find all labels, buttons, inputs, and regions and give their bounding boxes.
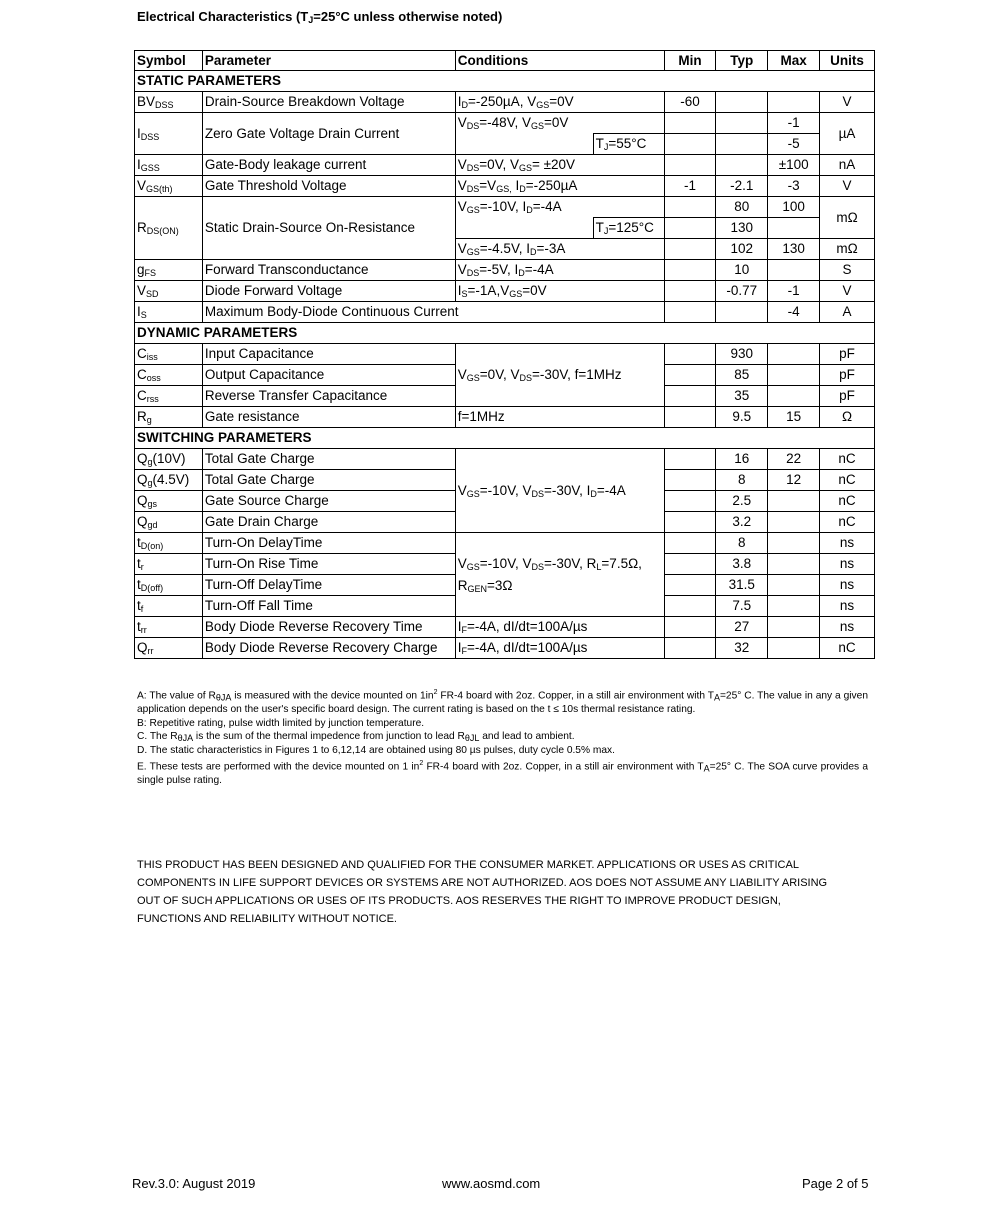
condition-cell: f=1MHz bbox=[455, 407, 664, 428]
condition-cell: $V_{GS}=0V$, $V_{DS}=-30V$, f=1MHz bbox=[455, 344, 664, 407]
symbol-cell: $Q_g(10V)$ bbox=[135, 449, 203, 470]
typ-cell: 8 bbox=[716, 533, 768, 554]
footnote-a: A: The value of $R_{\theta JA}$ is measured with the device mounted on $1in^2$ FR-4 board with 2oz. Copper, in a still air environment with $T_A=25^\circ$ C. The value in any a given application depends on the user's specific board design. The current rating is based on the t ≤ 10s thermal resistance rating. bbox=[137, 689, 868, 715]
typ-cell: 7.5 bbox=[716, 596, 768, 617]
section-row bbox=[135, 428, 875, 449]
max-cell: 12 bbox=[768, 470, 820, 491]
table-row bbox=[135, 617, 875, 638]
website-link[interactable]: www.aosmd.com bbox=[442, 1176, 541, 1191]
min-cell bbox=[664, 638, 716, 659]
max-cell bbox=[768, 596, 820, 617]
typ-cell bbox=[716, 155, 768, 176]
typ-cell: 32 bbox=[716, 638, 768, 659]
min-cell bbox=[664, 512, 716, 533]
symbol-cell: $Q_{gd}$ bbox=[135, 512, 203, 533]
typ-cell: 35 bbox=[716, 386, 768, 407]
parameter-cell: Forward Transconductance bbox=[202, 260, 455, 281]
table-row bbox=[135, 113, 875, 134]
parameter-cell: Gate Drain Charge bbox=[202, 512, 455, 533]
max-cell: 22 bbox=[768, 449, 820, 470]
max-cell: -1 bbox=[768, 281, 820, 302]
parameter-cell: Reverse Transfer Capacitance bbox=[202, 386, 455, 407]
header-parameter: Parameter bbox=[202, 51, 455, 71]
symbol-cell: $Q_{rr}$ bbox=[135, 638, 203, 659]
units-cell: nC bbox=[820, 470, 875, 491]
parameter-cell: Turn-Off Fall Time bbox=[202, 596, 455, 617]
symbol-cell: $C_{iss}$ bbox=[135, 344, 203, 365]
units-cell: pF bbox=[820, 365, 875, 386]
table-row bbox=[135, 407, 875, 428]
footnote-e: E. These tests are performed with the device mounted on 1 $in^2$ FR-4 board with 2oz. Copper, in a still air environment with $T_A=25^\circ$ C. The SOA curve provides a single pulse rating. bbox=[137, 760, 869, 787]
condition-cell: $V_{DS}=-48V$, $V_{GS}=0V$ bbox=[455, 113, 664, 134]
parameter-cell: Gate Threshold Voltage bbox=[202, 176, 455, 197]
disclaimer-line: THIS PRODUCT HAS BEEN DESIGNED AND QUALIFIED FOR THE CONSUMER MARKET. APPLICATIONS OR USES AS CRITICAL bbox=[137, 859, 799, 871]
temperature-condition-cell: $T_J=125^\circ C$ bbox=[593, 218, 664, 239]
units-cell: V bbox=[820, 92, 875, 113]
condition-cell bbox=[455, 218, 593, 239]
min-cell bbox=[664, 281, 716, 302]
typ-cell: 930 bbox=[716, 344, 768, 365]
typ-cell: 10 bbox=[716, 260, 768, 281]
condition-cell: $V_{GS}=-4.5V$, $I_D=-3A$ bbox=[455, 239, 664, 260]
units-cell: S bbox=[820, 260, 875, 281]
section-row bbox=[135, 323, 875, 344]
condition-cell: $I_S=-1A,V_{GS}=0V$ bbox=[455, 281, 664, 302]
units-cell: nC bbox=[820, 638, 875, 659]
table-row bbox=[135, 92, 875, 113]
typ-cell bbox=[716, 92, 768, 113]
typ-cell: 27 bbox=[716, 617, 768, 638]
typ-cell: -2.1 bbox=[716, 176, 768, 197]
parameter-cell: Body Diode Reverse Recovery Charge bbox=[202, 638, 455, 659]
min-cell bbox=[664, 449, 716, 470]
units-cell: V bbox=[820, 176, 875, 197]
page-title: Electrical Characteristics ($T_J=25^\circ C$ unless otherwise noted) bbox=[137, 9, 503, 25]
units-cell: nC bbox=[820, 512, 875, 533]
condition-cell: $I_F=-4A$, dI/dt=100A/µs bbox=[455, 638, 664, 659]
section-switching: SWITCHING PARAMETERS bbox=[135, 428, 875, 449]
max-cell bbox=[768, 92, 820, 113]
units-cell: ns bbox=[820, 575, 875, 596]
max-cell bbox=[768, 491, 820, 512]
condition-cell: $V_{GS}=-10V$, $V_{DS}=-30V$, $R_L=7.5\Omega$, $R_{GEN}=3\Omega$ bbox=[455, 533, 664, 617]
min-cell: -1 bbox=[664, 176, 716, 197]
condition-cell: $V_{GS}=-10V$, $V_{DS}=-30V$, $I_D=-4A$ bbox=[455, 449, 664, 533]
parameter-cell: Drain-Source Breakdown Voltage bbox=[202, 92, 455, 113]
typ-cell: 8 bbox=[716, 470, 768, 491]
max-cell: -1 bbox=[768, 113, 820, 134]
typ-cell: 130 bbox=[716, 218, 768, 239]
units-cell: nA bbox=[820, 155, 875, 176]
symbol-cell: $g_{FS}$ bbox=[135, 260, 203, 281]
header-min: Min bbox=[664, 51, 716, 71]
typ-cell: 80 bbox=[716, 197, 768, 218]
typ-cell: 102 bbox=[716, 239, 768, 260]
header-units: Units bbox=[820, 51, 875, 71]
parameter-cell: Turn-On Rise Time bbox=[202, 554, 455, 575]
table-row bbox=[135, 260, 875, 281]
table-row bbox=[135, 533, 875, 554]
symbol-cell: $V_{SD}$ bbox=[135, 281, 203, 302]
symbol-cell: $Q_{gs}$ bbox=[135, 491, 203, 512]
units-cell: nC bbox=[820, 491, 875, 512]
typ-cell bbox=[716, 302, 768, 323]
typ-cell: 3.8 bbox=[716, 554, 768, 575]
typ-cell: 9.5 bbox=[716, 407, 768, 428]
max-cell bbox=[768, 344, 820, 365]
max-cell bbox=[768, 218, 820, 239]
max-cell: -4 bbox=[768, 302, 820, 323]
symbol-cell: $I_{GSS}$ bbox=[135, 155, 203, 176]
typ-cell: -0.77 bbox=[716, 281, 768, 302]
symbol-cell: $t_r$ bbox=[135, 554, 203, 575]
max-cell bbox=[768, 365, 820, 386]
condition-cell bbox=[455, 134, 593, 155]
table-row bbox=[135, 281, 875, 302]
table-row bbox=[135, 638, 875, 659]
units-cell: mΩ bbox=[820, 197, 875, 239]
min-cell bbox=[664, 218, 716, 239]
page-number: Page 2 of 5 bbox=[802, 1176, 869, 1191]
max-cell: -3 bbox=[768, 176, 820, 197]
typ-cell: 85 bbox=[716, 365, 768, 386]
table-header-row bbox=[135, 51, 875, 71]
section-dynamic: DYNAMIC PARAMETERS bbox=[135, 323, 875, 344]
max-cell bbox=[768, 575, 820, 596]
max-cell: 15 bbox=[768, 407, 820, 428]
units-cell: ns bbox=[820, 617, 875, 638]
units-cell: mΩ bbox=[820, 239, 875, 260]
parameter-cell: Output Capacitance bbox=[202, 365, 455, 386]
typ-cell: 2.5 bbox=[716, 491, 768, 512]
max-cell bbox=[768, 554, 820, 575]
symbol-cell: $V_{GS(th)}$ bbox=[135, 176, 203, 197]
footnotes bbox=[137, 686, 868, 788]
max-cell: -5 bbox=[768, 134, 820, 155]
disclaimer bbox=[137, 856, 857, 928]
table-row bbox=[135, 155, 875, 176]
min-cell bbox=[664, 596, 716, 617]
table-row bbox=[135, 197, 875, 218]
units-cell: A bbox=[820, 302, 875, 323]
symbol-cell: $BV_{DSS}$ bbox=[135, 92, 203, 113]
max-cell bbox=[768, 386, 820, 407]
min-cell bbox=[664, 344, 716, 365]
symbol-cell: $R_{DS(ON)}$ bbox=[135, 197, 203, 260]
min-cell bbox=[664, 239, 716, 260]
symbol-cell: $I_{DSS}$ bbox=[135, 113, 203, 155]
max-cell: ±100 bbox=[768, 155, 820, 176]
table-row bbox=[135, 449, 875, 470]
units-cell: nC bbox=[820, 449, 875, 470]
min-cell bbox=[664, 386, 716, 407]
header-symbol: Symbol bbox=[135, 51, 203, 71]
parameter-cell: Zero Gate Voltage Drain Current bbox=[202, 113, 455, 155]
max-cell: 130 bbox=[768, 239, 820, 260]
typ-cell: 31.5 bbox=[716, 575, 768, 596]
units-cell: V bbox=[820, 281, 875, 302]
units-cell: Ω bbox=[820, 407, 875, 428]
units-cell: ns bbox=[820, 596, 875, 617]
min-cell bbox=[664, 407, 716, 428]
section-static: STATIC PARAMETERS bbox=[135, 71, 875, 92]
typ-cell bbox=[716, 134, 768, 155]
header-typ: Typ bbox=[716, 51, 768, 71]
symbol-cell: $C_{rss}$ bbox=[135, 386, 203, 407]
min-cell bbox=[664, 470, 716, 491]
header-max: Max bbox=[768, 51, 820, 71]
min-cell: -60 bbox=[664, 92, 716, 113]
max-cell bbox=[768, 638, 820, 659]
min-cell bbox=[664, 155, 716, 176]
parameter-cell: Total Gate Charge bbox=[202, 470, 455, 491]
max-cell bbox=[768, 617, 820, 638]
symbol-cell: $t_f$ bbox=[135, 596, 203, 617]
condition-cell: $V_{GS}=-10V$, $I_D=-4A$ bbox=[455, 197, 664, 218]
parameter-cell: Gate resistance bbox=[202, 407, 455, 428]
min-cell bbox=[664, 260, 716, 281]
electrical-characteristics-table bbox=[134, 50, 875, 659]
units-cell: pF bbox=[820, 344, 875, 365]
parameter-cell: Body Diode Reverse Recovery Time bbox=[202, 617, 455, 638]
min-cell bbox=[664, 533, 716, 554]
symbol-cell: $C_{oss}$ bbox=[135, 365, 203, 386]
symbol-cell: $Q_g(4.5V)$ bbox=[135, 470, 203, 491]
condition-cell: $I_F=-4A$, dI/dt=100A/µs bbox=[455, 617, 664, 638]
min-cell bbox=[664, 491, 716, 512]
revision-label: Rev.3.0: August 2019 bbox=[132, 1176, 256, 1191]
typ-cell: 3.2 bbox=[716, 512, 768, 533]
header-conditions: Conditions bbox=[455, 51, 664, 71]
disclaimer-line: COMPONENTS IN LIFE SUPPORT DEVICES OR SYSTEMS ARE NOT AUTHORIZED. AOS DOES NOT ASSUME ANY LIABILITY ARISING bbox=[137, 877, 828, 889]
parameter-cell: Gate-Body leakage current bbox=[202, 155, 455, 176]
parameter-cell: Total Gate Charge bbox=[202, 449, 455, 470]
min-cell bbox=[664, 554, 716, 575]
footnote-b: B: Repetitive rating, pulse width limited by junction temperature. bbox=[137, 717, 425, 729]
parameter-cell: Input Capacitance bbox=[202, 344, 455, 365]
symbol-cell: $I_S$ bbox=[135, 302, 203, 323]
min-cell bbox=[664, 575, 716, 596]
symbol-cell: $t_{D(off)}$ bbox=[135, 575, 203, 596]
footnote-c: C. The $R_{\theta JA}$ is the sum of the thermal impedence from junction to lead $R_{\theta JL}$ and lead to ambient. bbox=[137, 731, 575, 744]
parameter-cell: Static Drain-Source On-Resistance bbox=[202, 197, 455, 260]
table-row bbox=[135, 302, 875, 323]
units-cell: ns bbox=[820, 533, 875, 554]
min-cell bbox=[664, 113, 716, 134]
temperature-condition-cell: $T_J=55^\circ C$ bbox=[593, 134, 664, 155]
typ-cell bbox=[716, 113, 768, 134]
condition-cell: $V_{DS}=-5V$, $I_D=-4A$ bbox=[455, 260, 664, 281]
disclaimer-line: OUT OF SUCH APPLICATIONS OR USES OF ITS PRODUCTS. AOS RESERVES THE RIGHT TO IMPROVE PRODUCT DESIGN, bbox=[137, 895, 781, 907]
typ-cell: 16 bbox=[716, 449, 768, 470]
condition-cell: $I_D=-250\mu A$, $V_{GS}=0V$ bbox=[455, 92, 664, 113]
max-cell bbox=[768, 260, 820, 281]
min-cell bbox=[664, 197, 716, 218]
max-cell bbox=[768, 533, 820, 554]
footnote-d: D. The static characteristics in Figures 1 to 6,12,14 are obtained using 80 µs pulses, duty cycle 0.5% max. bbox=[137, 744, 615, 756]
parameter-cell: Maximum Body-Diode Continuous Current bbox=[202, 302, 664, 323]
symbol-cell: $t_{D(on)}$ bbox=[135, 533, 203, 554]
min-cell bbox=[664, 134, 716, 155]
disclaimer-line: FUNCTIONS AND RELIABILITY WITHOUT NOTICE. bbox=[137, 913, 397, 925]
section-row bbox=[135, 71, 875, 92]
max-cell: 100 bbox=[768, 197, 820, 218]
table-row bbox=[135, 176, 875, 197]
parameter-cell: Turn-On DelayTime bbox=[202, 533, 455, 554]
table-row bbox=[135, 344, 875, 365]
parameter-cell: Turn-Off DelayTime bbox=[202, 575, 455, 596]
max-cell bbox=[768, 512, 820, 533]
units-cell: pF bbox=[820, 386, 875, 407]
min-cell bbox=[664, 617, 716, 638]
symbol-cell: $R_g$ bbox=[135, 407, 203, 428]
units-cell: µA bbox=[820, 113, 875, 155]
condition-cell: $V_{DS}=0V$, $V_{GS}= \pm 20V$ bbox=[455, 155, 664, 176]
min-cell bbox=[664, 365, 716, 386]
symbol-cell: $t_{rr}$ bbox=[135, 617, 203, 638]
parameter-cell: Diode Forward Voltage bbox=[202, 281, 455, 302]
condition-cell: $V_{DS}=V_{GS,}$ $I_D=-250\mu A$ bbox=[455, 176, 664, 197]
units-cell: ns bbox=[820, 554, 875, 575]
min-cell bbox=[664, 302, 716, 323]
parameter-cell: Gate Source Charge bbox=[202, 491, 455, 512]
